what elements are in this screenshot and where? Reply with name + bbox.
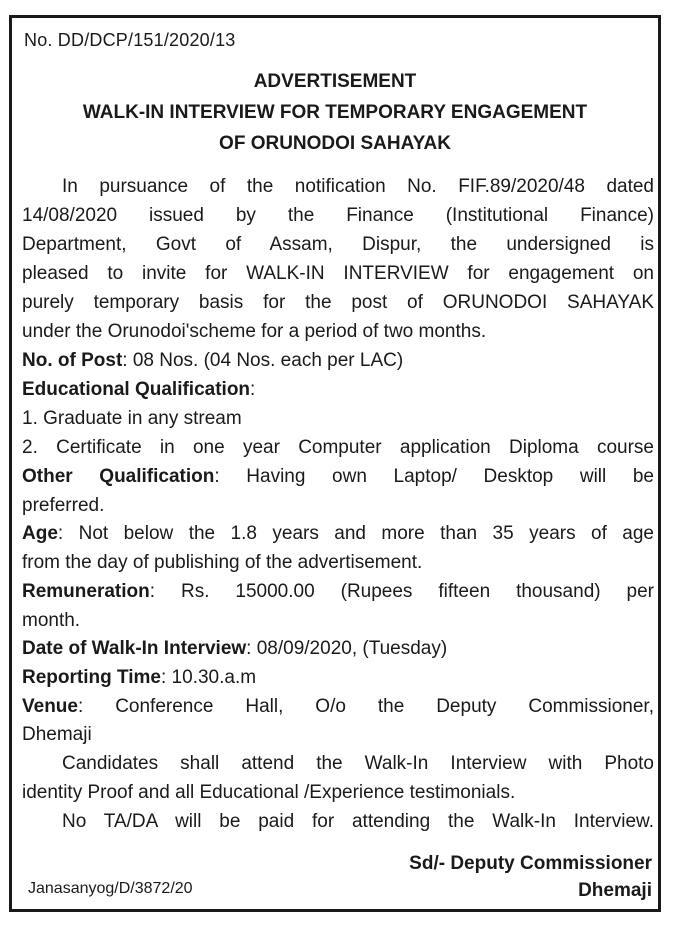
candidates-line: identity Proof and all Educational /Experience testimonials. <box>22 782 516 803</box>
signature-title: Sd/- Deputy Commissioner <box>409 853 652 874</box>
date-value: : 08/09/2020, (Tuesday) <box>246 638 448 659</box>
edu-row <box>22 378 654 402</box>
posts-label: No. of Post <box>22 350 123 371</box>
venue-row <box>22 695 654 719</box>
edu-label: Educational Qualification <box>22 379 251 400</box>
intro-line: purely temporary basis for the post of ORUNODOI SAHAYAK <box>22 292 654 313</box>
footer-reference: Janasanyog/D/3872/20 <box>28 880 193 897</box>
signature-place: Dhemaji <box>578 880 652 901</box>
venue-value-cont: Dhemaji <box>22 724 92 745</box>
tada-line: No TA/DA will be paid for attending the Walk-In Interview. <box>62 811 654 832</box>
intro-line: Department, Govt of Assam, Dispur, the undersigned is <box>22 234 654 255</box>
age-label: Age <box>22 523 58 544</box>
other-value: : Having own Laptop/ Desktop will be <box>214 466 654 487</box>
reporting-row <box>22 666 654 690</box>
other-row <box>22 465 654 489</box>
edu-colon: : <box>250 379 256 400</box>
remuneration-value-cont: month. <box>22 610 81 631</box>
remuneration-label: Remuneration <box>22 581 150 602</box>
remuneration-value: : Rs. 15000.00 (Rupees fifteen thousand) per <box>149 581 654 602</box>
age-value: : Not below the 1.8 years and more than 35 years of age <box>57 523 654 544</box>
age-value-cont: from the day of publishing of the advertisement. <box>22 552 423 573</box>
posts-value: : 08 Nos. (04 Nos. each per LAC) <box>122 350 404 371</box>
remuneration-row <box>22 580 654 604</box>
candidates-line: Candidates shall attend the Walk-In Interview with Photo <box>62 753 654 774</box>
intro-line: under the Orunodoi'scheme for a period of two months. <box>22 321 487 342</box>
heading-walk-in: WALK-IN INTERVIEW FOR TEMPORARY ENGAGEMENT <box>82 102 588 123</box>
intro-line: 14/08/2020 issued by the Finance (Institutional Finance) <box>22 205 654 226</box>
other-value-cont: preferred. <box>22 495 105 516</box>
reporting-label: Reporting Time <box>22 667 161 688</box>
heading-advertisement: ADVERTISEMENT <box>253 71 417 92</box>
heading-post: OF ORUNODOI SAHAYAK <box>219 133 451 154</box>
other-label: Other Qualification <box>22 466 215 487</box>
reporting-value: : 10.30.a.m <box>161 667 257 688</box>
date-row <box>22 637 654 661</box>
date-label: Date of Walk-In Interview <box>22 638 247 659</box>
venue-value: : Conference Hall, O/o the Deputy Commissioner, <box>77 696 654 717</box>
reference-number: No. DD/DCP/151/2020/13 <box>24 30 236 50</box>
venue-label: Venue <box>22 696 78 717</box>
edu-item: 1. Graduate in any stream <box>22 408 242 429</box>
edu-item: 2. Certificate in one year Computer application Diploma course <box>22 437 654 458</box>
intro-line: pleased to invite for WALK-IN INTERVIEW for engagement on <box>22 263 654 284</box>
posts-row <box>22 349 654 373</box>
age-row <box>22 522 654 546</box>
intro-line: In pursuance of the notification No. FIF.89/2020/48 dated <box>62 176 654 197</box>
